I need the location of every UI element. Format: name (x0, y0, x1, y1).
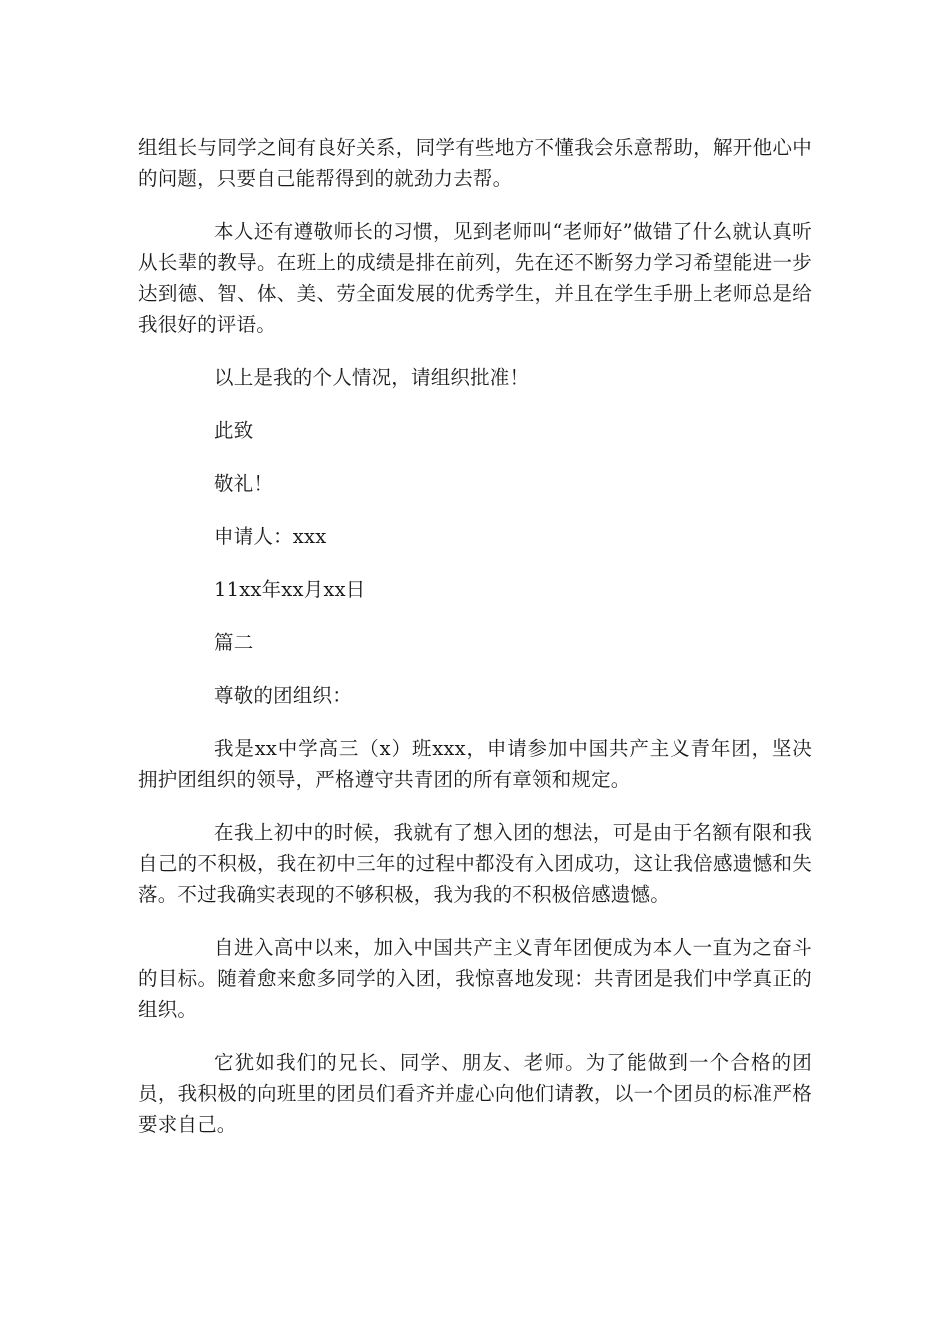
paragraph-junior-high: 在我上初中的时候，我就有了想入团的想法，可是由于名额有限和我自己的不积极，我在初中三年的过程中都没有入团成功，这让我倍感遗憾和失落。不过我确实表现的不够积极，我为我的不积极倍感遗憾。 (138, 821, 812, 906)
paragraph-role-models: 它犹如我们的兄长、同学、朋友、老师。为了能做到一个合格的团员，我积极的向班里的团员们看齐并虚心向他们请教，以一个团员的标准严格要求自己。 (138, 1051, 812, 1136)
paragraph-request-approval: 以上是我的个人情况，请组织批准！ (214, 366, 530, 389)
paragraph-continuation: 组组长与同学之间有良好关系，同学有些地方不懂我会乐意帮助，解开他心中的问题，只要自己能帮得到的就劲力去帮。 (138, 136, 812, 190)
closing-regards: 敬礼！ (214, 472, 274, 495)
document-page (138, 132, 812, 1162)
closing-salutation: 此致 (214, 419, 254, 442)
paragraph-high-school-goal: 自进入高中以来，加入中国共产主义青年团便成为本人一直为之奋斗的目标。随着愈来愈多同学的入团，我惊喜地发现：共青团是我们中学真正的组织。 (138, 936, 812, 1021)
section-heading: 篇二 (214, 631, 254, 654)
letter-greeting: 尊敬的团组织： (214, 684, 352, 707)
signature-date: 11xx年xx月xx日 (214, 578, 366, 601)
applicant-signature: 申请人：xxx (214, 525, 327, 548)
paragraph-introduction: 我是xx中学高三（x）班xxx，申请参加中国共产主义青年团，坚决拥护团组织的领导，严格遵守共青团的所有章领和规定。 (138, 737, 812, 791)
paragraph-respect-teachers: 本人还有遵敬师长的习惯，见到老师叫“老师好”做错了什么就认真听从长辈的教导。在班上的成绩是排在前列，先在还不断努力学习希望能进一步达到德、智、体、美、劳全面发展的优秀学生，并且在学生手册上老师总是给我很好的评语。 (138, 220, 812, 336)
